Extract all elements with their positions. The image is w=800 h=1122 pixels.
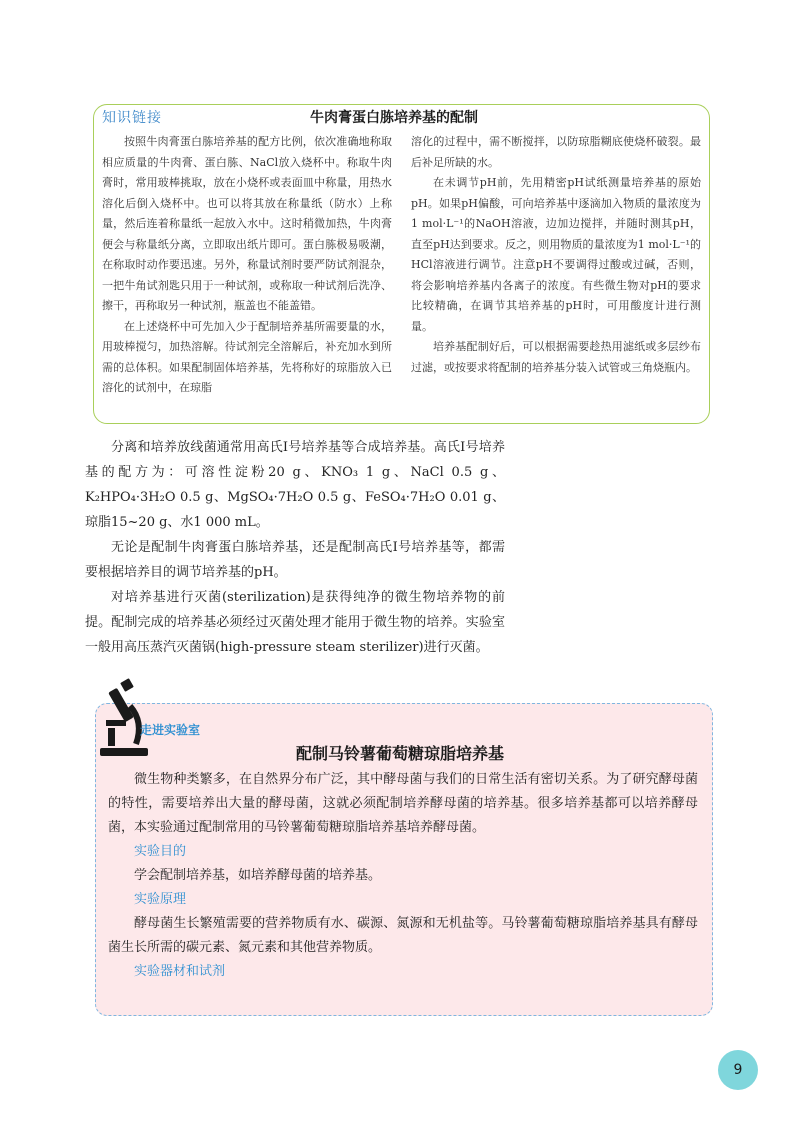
lab-body: [108, 768, 698, 984]
paragraph: 分离和培养放线菌通常用高氏Ⅰ号培养基等合成培养基。高氏Ⅰ号培养基的配方为：可溶性淀粉20 g、KNO₃ 1 g、NaCl 0.5 g、K₂HPO₄·3H₂O 0.5 g、MgSO₄·7H₂O 0.5 g、FeSO₄·7H₂O 0.01 g、琼脂15~20 g、水1 000 mL。: [85, 440, 505, 530]
paragraph: 学会配制培养基，如培养酵母菌的培养基。: [134, 868, 382, 883]
section-heading: 实验原理: [134, 892, 187, 907]
knowledge-link-title: 牛肉膏蛋白胨培养基的配制: [310, 110, 478, 126]
paragraph: 在未调节pH前，先用精密pH试纸测量培养基的原始pH。如果pH偏酸，可向培养基中逐滴加入物质的量浓度为1 mol·L⁻¹的NaOH溶液，边加边搅拌，并随时测其pH，直至pH达到要求。反之，则用物质的量浓度为1 mol·L⁻¹的HCl溶液进行调节。注意pH不要调得过酸或过碱，否则，将会影响培养基内各离子的浓度。有些微生物对pH的要求比较精确，在调节其培养基的pH时，可用酸度计进行测量。: [411, 176, 701, 333]
knowledge-right-column: [411, 132, 701, 378]
paragraph: 无论是配制牛肉膏蛋白胨培养基，还是配制高氏Ⅰ号培养基等，都需要根据培养目的调节培养基的pH。: [85, 540, 505, 580]
paragraph: 按照牛肉膏蛋白胨培养基的配方比例，依次准确地称取相应质量的牛肉膏、蛋白胨、NaCl放入烧杯中。称取牛肉膏时，常用玻棒挑取，放在小烧杯或表面皿中称量，用热水溶化后倒入烧杯中。也可以将其放在称量纸（防水）上称量，然后连着称量纸一起放入水中。这时稍微加热，牛肉膏便会与称量纸分离，立即取出纸片即可。蛋白胨极易吸潮，在称取时动作要迅速。另外，称量试剂时要严防试剂混杂，一把牛角试剂匙只用于一种试剂，或称取一种试剂后洗净、擦干，再称取另一种试剂，瓶盖也不能盖错。: [102, 135, 392, 312]
paragraph: 溶化的过程中，需不断搅拌，以防琼脂糊底使烧杯破裂。最后补足所缺的水。: [411, 135, 701, 169]
paragraph: 在上述烧杯中可先加入少于配制培养基所需要量的水，用玻棒搅匀，加热溶解。待试剂完全溶解后，补充加水到所需的总体积。如果配制固体培养基，先将称好的琼脂放入已溶化的试剂中，在琼脂: [102, 319, 392, 394]
page-number: 9: [718, 1050, 758, 1090]
lab-title: 配制马铃薯葡萄糖琼脂培养基: [295, 744, 504, 763]
main-text: [85, 435, 505, 660]
section-heading: 实验目的: [134, 844, 187, 859]
knowledge-link-label: 知识链接: [102, 110, 162, 126]
section-heading: 实验器材和试剂: [134, 964, 226, 979]
knowledge-left-column: [102, 132, 392, 399]
paragraph: 微生物种类繁多，在自然界分布广泛，其中酵母菌与我们的日常生活有密切关系。为了研究酵母菌的特性，需要培养出大量的酵母菌，这就必须配制培养酵母菌的培养基。很多培养基都可以培养酵母菌，本实验通过配制常用的马铃薯葡萄糖琼脂培养基培养酵母菌。: [108, 772, 698, 835]
lab-tag: 走进实验室: [140, 723, 201, 737]
paragraph: 酵母菌生长繁殖需要的营养物质有水、碳源、氮源和无机盐等。马铃薯葡萄糖琼脂培养基具有酵母菌生长所需的碳元素、氮元素和其他营养物质。: [108, 916, 698, 955]
paragraph: 培养基配制好后，可以根据需要趁热用滤纸或多层纱布过滤，或按要求将配制的培养基分装入试管或三角烧瓶内。: [411, 340, 701, 374]
paragraph: 对培养基进行灭菌(sterilization)是获得纯净的微生物培养物的前提。配制完成的培养基必须经过灭菌处理才能用于微生物的培养。实验室一般用高压蒸汽灭菌锅(high-pressure steam sterilizer)进行灭菌。: [85, 590, 505, 655]
